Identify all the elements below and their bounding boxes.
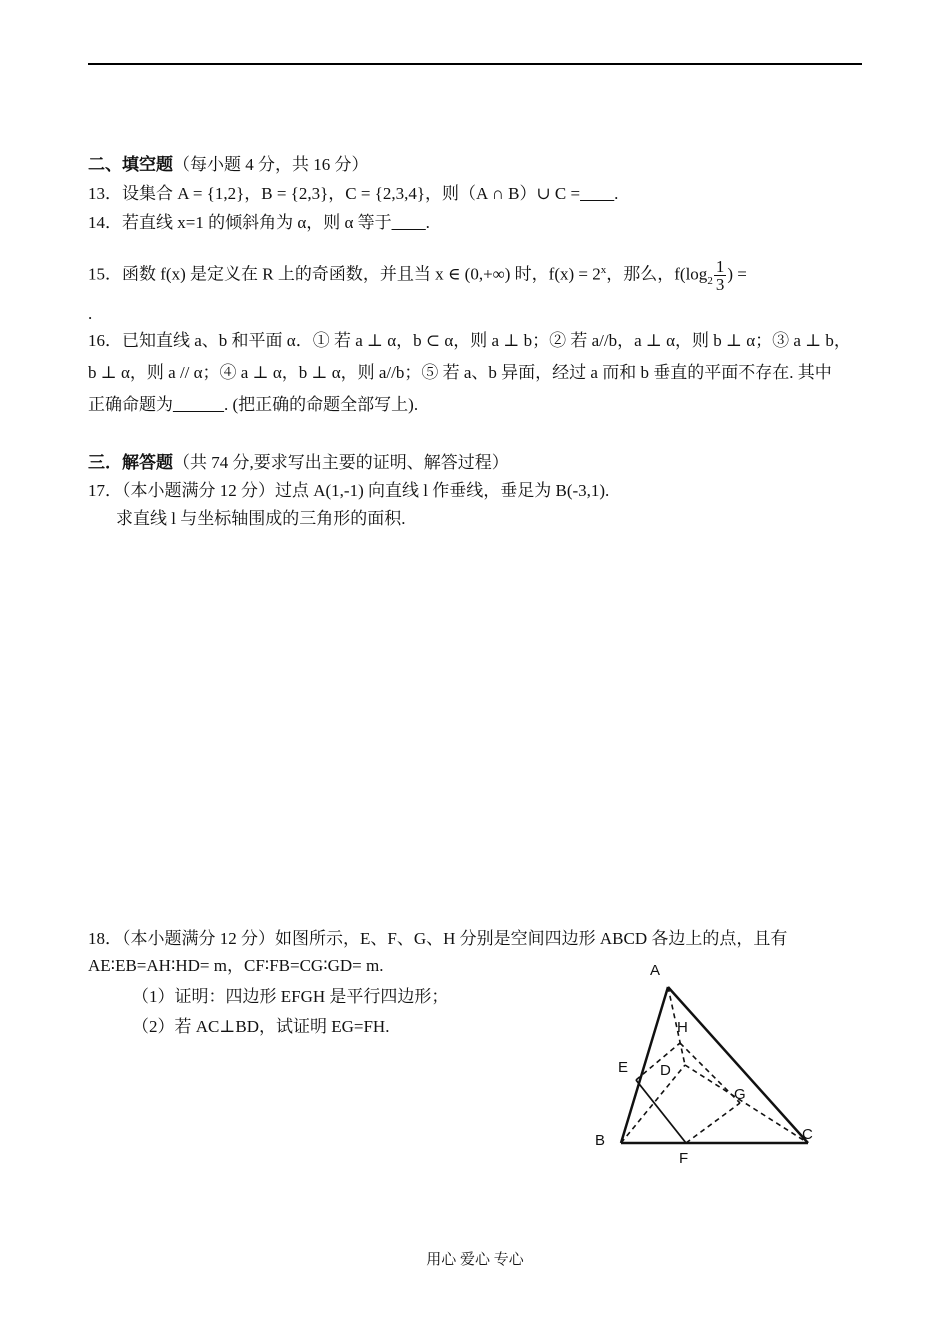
question-15-fraction <box>714 258 727 293</box>
tetrahedron-figure <box>590 955 830 1170</box>
question-16-blank: ______ <box>173 395 224 414</box>
question-14-text: 14．若直线 x=1 的倾斜角为 α，则 α 等于 <box>88 213 392 232</box>
label-B: B <box>595 1132 606 1149</box>
label-F: F <box>679 1150 689 1167</box>
question-13-blank: ____ <box>580 184 615 203</box>
page-footer: 用心 爱心 专心 <box>426 1252 524 1268</box>
question-15-suffix: ) = <box>727 264 747 284</box>
edge-AC <box>668 987 808 1143</box>
segment-HG <box>680 1043 740 1103</box>
question-15-mid: ，那么，f(log <box>606 264 708 284</box>
edge-BD <box>621 1065 685 1143</box>
fraction-denominator: 3 <box>715 275 725 294</box>
label-H: H <box>677 1019 688 1036</box>
question-16-line-3-prefix: 正确命题为 <box>88 395 173 414</box>
fraction-numerator: 1 <box>715 257 725 276</box>
segment-FG <box>686 1103 740 1143</box>
question-15-exponent: x <box>600 263 607 276</box>
question-17-line-2: 求直线 l 与坐标轴围成的三角形的面积. <box>116 509 406 528</box>
question-15-prefix: 15．函数 f(x) 是定义在 R 上的奇函数，并且当 x ∈ (0,+∞) 时，f(x) = 2 <box>88 264 601 284</box>
question-15-log-base: 2 <box>707 274 713 287</box>
label-A: A <box>650 962 661 979</box>
section-2-heading <box>88 154 369 176</box>
label-D: D <box>660 1062 671 1079</box>
section-3-title: 三．解答题 <box>88 453 173 472</box>
question-14-blank: ____ <box>391 213 426 232</box>
question-14: 14．若直线 x=1 的倾斜角为 α，则 α 等于____. <box>88 213 430 232</box>
question-13: 13．设集合 A = {1,2}，B = {2,3}，C = {2,3,4}，则（A ∩ B）∪ C =____. <box>88 184 619 203</box>
segment-EF <box>636 1080 686 1143</box>
question-15 <box>88 258 747 293</box>
question-16-line-3 <box>88 394 418 416</box>
label-E: E <box>618 1059 629 1076</box>
question-16-line-2: b ⊥ α，则 a // α；④ a ⊥ α，b ⊥ α，则 a//b；⑤ 若 a、b 异面，经过 a 而和 b 垂直的平面不存在. 其中 <box>88 363 832 382</box>
question-17-line-1: 17．（本小题满分 12 分）过点 A(1,-1) 向直线 l 作垂线，垂足为 B(-3,1). <box>88 481 610 500</box>
section-2-title: 二、填空题 <box>88 155 173 174</box>
question-16-line-1: 16．已知直线 a、b 和平面 α．① 若 a ⊥ α，b ⊂ α，则 a ⊥ b；② 若 a//b，a ⊥ α，则 b ⊥ α；③ a ⊥ b， <box>88 331 851 350</box>
question-16-line-3-suffix: . (把正确的命题全部写上). <box>224 395 419 414</box>
question-15-tail: . <box>88 304 93 323</box>
header-rule <box>88 63 862 65</box>
section-2-note: （每小题 4 分，共 16 分） <box>173 155 369 174</box>
question-18-part-2: （2）若 AC⊥BD，试证明 EG=FH. <box>132 1017 390 1036</box>
section-3-heading <box>88 452 509 474</box>
question-13-text: 13．设集合 A = {1,2}，B = {2,3}，C = {2,3,4}，则（A ∩ B）∪ C = <box>88 184 581 203</box>
question-18-line-1: 18．（本小题满分 12 分）如图所示，E、F、G、H 分别是空间四边形 ABCD 各边上的点，且有 <box>88 929 788 948</box>
section-3-note: （共 74 分,要求写出主要的证明、解答过程） <box>173 453 509 472</box>
question-18-part-1: （1）证明：四边形 EFGH 是平行四边形； <box>132 987 449 1006</box>
label-G: G <box>734 1086 746 1103</box>
edge-DC <box>685 1065 808 1143</box>
label-C: C <box>802 1126 813 1143</box>
question-18-line-2: AE∶EB=AH∶HD= m，CF∶FB=CG∶GD= m. <box>88 956 384 975</box>
